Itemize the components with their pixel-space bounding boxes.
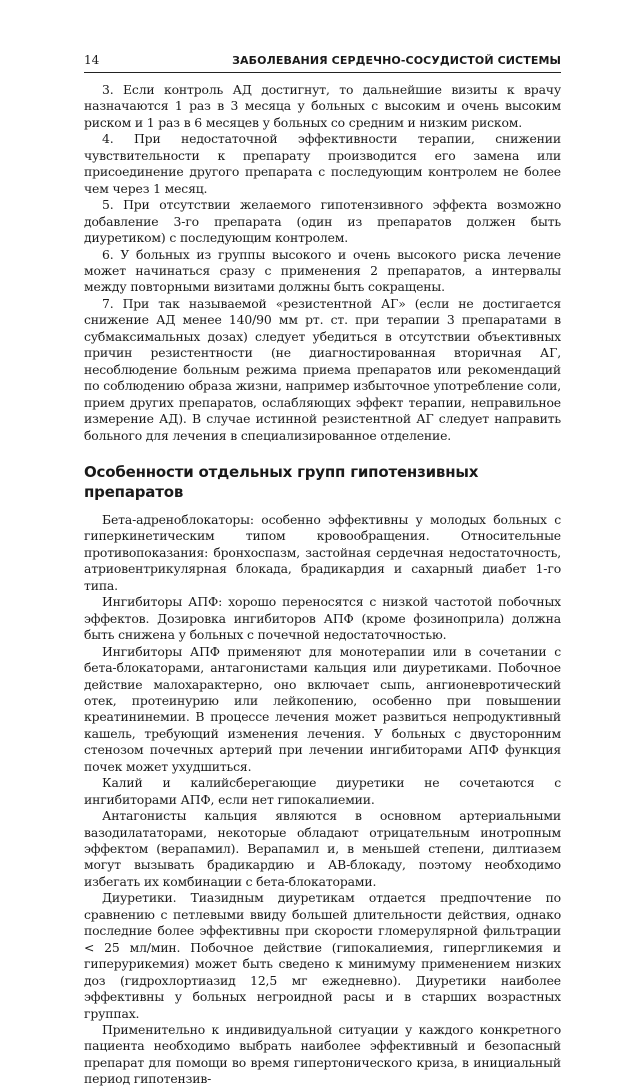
book-page [84, 52, 561, 1088]
paragraph-ace-inhibitors: Ингибиторы АПФ: хорошо переносятся с низкой частотой побочных эффектов. Дозировка ингибиторов АПФ (кроме фозиноприла) должна быть снижена у больных с почечной недостаточностью. [84, 594, 561, 643]
paragraph-ace-inhibitors-use: Ингибиторы АПФ применяют для монотерапии или в сочетании с бета-блокаторами, антагонистами кальция или диуретиками. Побочное действие малохарактерно, оно включает сыпь, ангионевротический отек, протеинурию или лейкопению, особенно при повышении креатининемии. В процессе лечения может развиться непродуктивный кашель, требующий изменения лечения. У больных с двусторонним стенозом почечных артерий при лечении ингибиторами АПФ функция почек может ухудшиться. [84, 643, 561, 774]
running-head [84, 52, 561, 73]
list-block [84, 82, 561, 444]
running-title: ЗАБОЛЕВАНИЯ СЕРДЕЧНО-СОСУДИСТОЙ СИСТЕМЫ [232, 54, 561, 67]
list-item: 3. Если контроль АД достигнут, то дальнейшие визиты к врачу назначаются 1 раз в 3 месяца у больных с высоким и очень высоким риском и 1 раз в 6 месяцев у больных со средним и низким риском. [84, 82, 561, 130]
paragraph-individual-choice: Применительно к индивидуальной ситуации у каждого конкретного пациента необходимо выбрать наиболее эффективный и безопасный препарат для помощи во время гипертонического криза, в инициальный период гипотензив- [84, 1022, 561, 1087]
list-item: 5. При отсутствии желаемого гипотензивного эффекта возможно добавление 3-го препарата (один из препаратов должен быть диуретиком) с последующим контролем. [84, 197, 561, 246]
section-heading: Особенности отдельных групп гипотензивных препаратов [84, 462, 479, 501]
paragraph-calcium-antagonists: Антагонисты кальция являются в основном артериальными вазодилататорами, некоторые обладают отрицательным инотропным эффектом (верапамил). Верапамил и, в меньшей степени, дилтиазем могут вызывать брадикардию и АВ-блокаду, поэтому необходимо избегать их комбинации с бета-блокаторами. [84, 808, 561, 889]
section-body [84, 512, 561, 1088]
list-item: 7. При так называемой «резистентной АГ» (если не достигается снижение АД менее 140/90 мм рт. ст. при терапии 3 препаратами в субмаксимальных дозах) следует убедиться в отсутствии объективных причин резистентности (не диагностированная вторичная АГ, несоблюдение больным режима приема препаратов или рекомендаций по соблюдению образа жизни, например избыточное употребление соли, прием других препаратов, ослабляющих эффект терапии, неправильное измерение АД). В случае истинной резистентной АГ следует направить больного для лечения в специализированное отделение. [84, 295, 561, 443]
list-item: 4. При недостаточной эффективности терапии, снижении чувствительности к препарату производится его замена или присоединение другого препарата с последующим контролем не более чем через 1 месяц. [84, 131, 561, 196]
page-number: 14 [84, 53, 100, 67]
list-item: 6. У больных из группы высокого и очень высокого риска лечение может начинаться сразу с применения 2 препаратов, а интервалы между повторными визитами должны быть сокращены. [84, 246, 561, 295]
paragraph-beta-blockers: Бета-адреноблокаторы: особенно эффективны у молодых больных с гиперкинетическим типом кровообращения. Относительные противопоказания: бронхоспазм, застойная сердечная недостаточность, атриовентрикулярная блокада, брадикардия и сахарный диабет 1-го типа. [84, 511, 561, 593]
paragraph-potassium: Калий и калийсберегающие диуретики не сочетаются с ингибиторами АПФ, если нет гипокалиемии. [84, 775, 561, 807]
paragraph-diuretics: Диуретики. Тиазидным диуретикам отдается предпочтение по сравнению с петлевыми ввиду большей длительности действия, однако последние более эффективны при скорости гломерулярной фильтрации < 25 мл/мин. Побочное действие (гипокалиемия, гипергликемия и гиперурикемия) может быть сведено к минимуму применением низких доз (гидрохлортиазид 12,5 мг ежедневно). Диуретики наиболее эффективны у больных негроидной расы и в старших возрастных группах. [84, 890, 561, 1021]
